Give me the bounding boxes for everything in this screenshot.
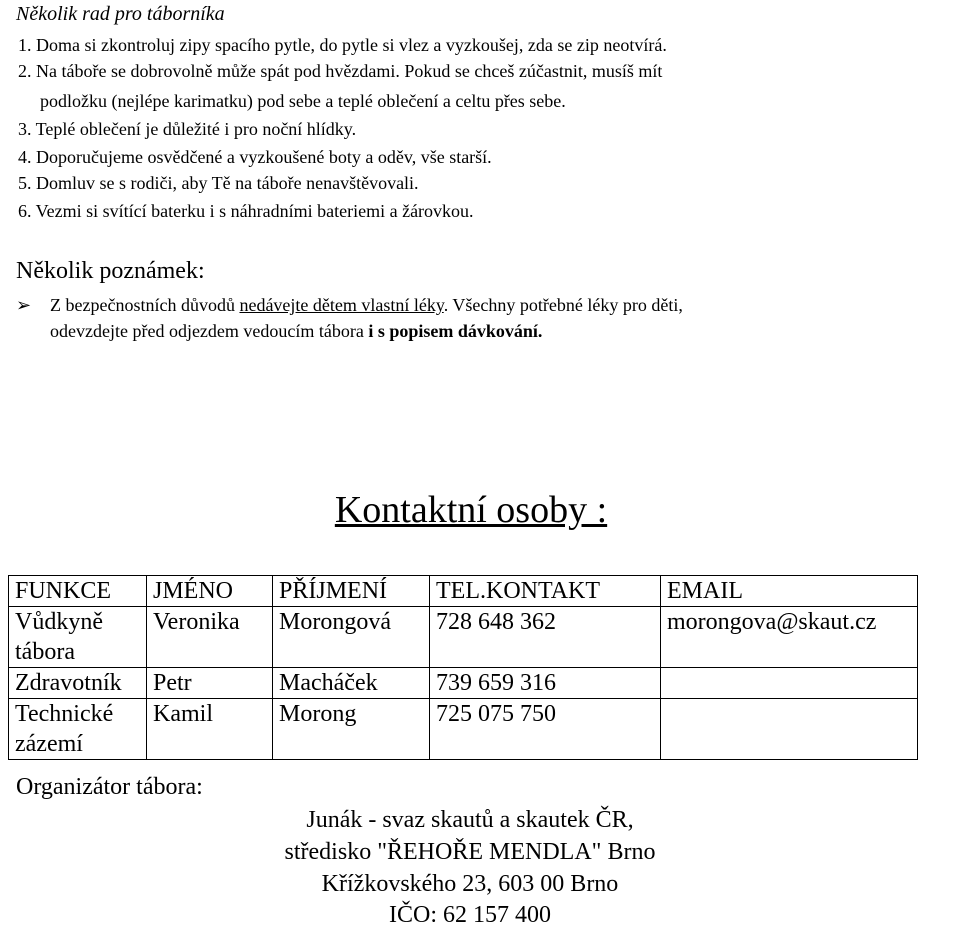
note-bold-dosage: i s popisem dávkování. — [368, 321, 543, 341]
cell-funkce: Zdravotník — [9, 668, 147, 699]
notes-heading: Několik poznámek: — [16, 258, 205, 284]
tip-item-5: 5. Domluv se s rodiči, aby Tě na táboře nenavštěvovali. — [18, 173, 419, 193]
cell-prijmeni: Morongová — [273, 607, 430, 668]
cell-tel: 725 075 750 — [430, 699, 661, 760]
cell-tel: 739 659 316 — [430, 668, 661, 699]
table-row — [9, 607, 918, 668]
cell-jmeno: Veronika — [147, 607, 273, 668]
tip-item-2-continued: podložku (nejlépe karimatku) pod sebe a teplé oblečení a celtu přes sebe. — [40, 91, 566, 111]
note-line-1-start: Z bezpečnostních důvodů — [50, 295, 240, 315]
cell-email — [661, 668, 918, 699]
cell-prijmeni: Macháček — [273, 668, 430, 699]
tips-title: Několik rad pro táborníka — [16, 3, 225, 25]
note-line-1-end: . Všechny potřebné léky pro děti, — [443, 295, 683, 315]
tip-item-6: 6. Vezmi si svítící baterku i s náhradními bateriemi a žárovkou. — [18, 201, 474, 221]
contacts-heading: Kontaktní osoby : — [334, 489, 608, 531]
organizer-label: Organizátor tábora: — [16, 774, 203, 800]
table-row — [9, 699, 918, 760]
column-header-prijmeni: PŘÍJMENÍ — [273, 576, 430, 607]
tip-item-4: 4. Doporučujeme osvědčené a vyzkoušené boty a oděv, vše starší. — [18, 147, 492, 167]
organizer-line-1: Junák - svaz skautů a skautek ČR, — [306, 807, 634, 833]
column-header-tel: TEL.KONTAKT — [430, 576, 661, 607]
cell-email — [661, 699, 918, 760]
cell-jmeno: Kamil — [147, 699, 273, 760]
column-header-funkce: FUNKCE — [9, 576, 147, 607]
organizer-line-4: IČO: 62 157 400 — [389, 902, 551, 928]
note-underlined-warning: nedávejte dětem vlastní léky — [239, 295, 444, 315]
cell-tel: 728 648 362 — [430, 607, 661, 668]
organizer-line-2: středisko "ŘEHOŘE MENDLA" Brno — [284, 839, 656, 865]
table-header-row — [9, 576, 918, 607]
cell-jmeno: Petr — [147, 668, 273, 699]
note-line-1 — [50, 292, 683, 318]
cell-funkce: Vůdkyně tábora — [9, 607, 147, 668]
column-header-email: EMAIL — [661, 576, 918, 607]
tip-item-3: 3. Teplé oblečení je důležité i pro noční hlídky. — [18, 119, 357, 139]
tip-item-2: 2. Na táboře se dobrovolně může spát pod hvězdami. Pokud se chceš zúčastnit, musíš mít — [18, 61, 663, 81]
note-line-2-start: odevzdejte před odjezdem vedoucím tábora — [50, 321, 369, 341]
column-header-jmeno: JMÉNO — [147, 576, 273, 607]
arrow-bullet-icon: ➢ — [16, 295, 32, 315]
organizer-line-3: Křížkovského 23, 603 00 Brno — [321, 871, 619, 897]
contacts-table — [8, 575, 918, 760]
cell-funkce: Technické zázemí — [9, 699, 147, 760]
note-line-2 — [50, 318, 542, 344]
cell-prijmeni: Morong — [273, 699, 430, 760]
table-row — [9, 668, 918, 699]
tip-item-1: 1. Doma si zkontroluj zipy spacího pytle, do pytle si vlez a vyzkoušej, zda se zip neotvírá. — [18, 35, 667, 55]
cell-email[interactable]: morongova@skaut.cz — [661, 607, 918, 668]
